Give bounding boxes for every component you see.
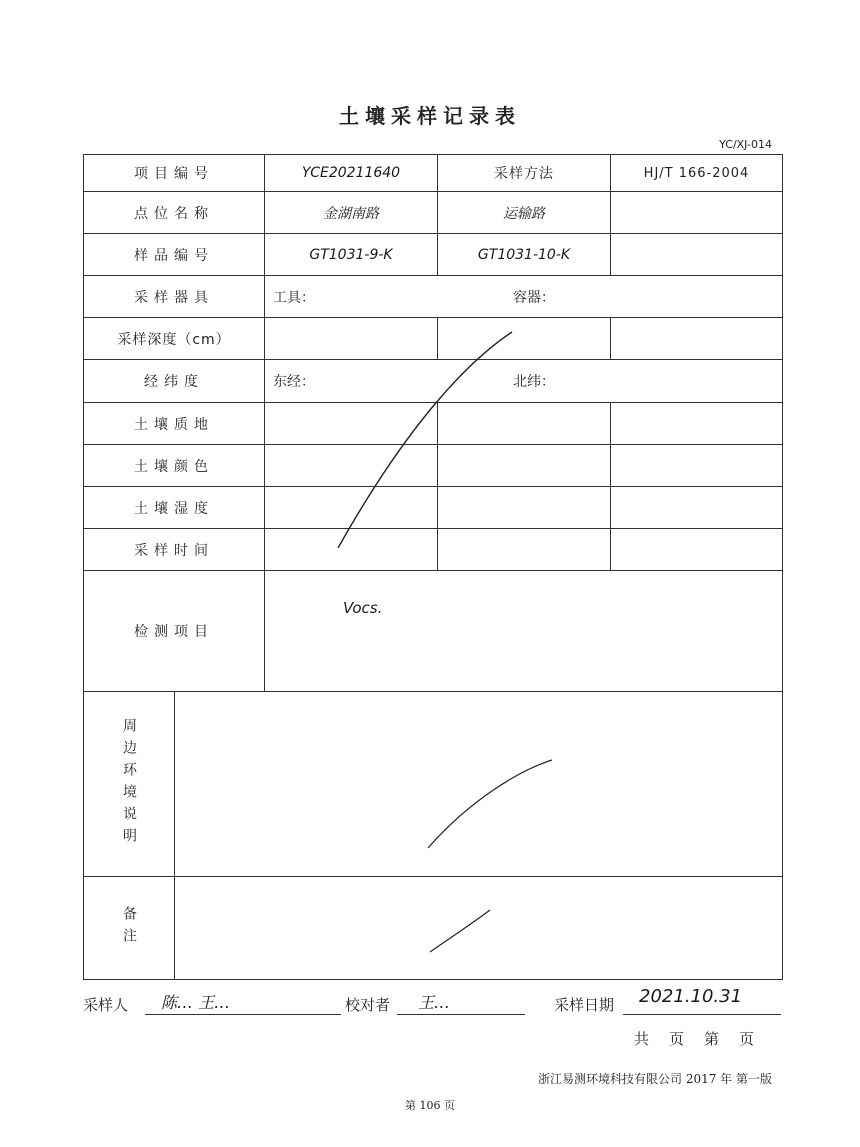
depth-1[interactable]	[265, 318, 438, 360]
test-items-value: Vocs.	[343, 599, 383, 617]
north-sublabel: 北纬：	[513, 374, 555, 390]
sample-no-2[interactable]: GT1031-10-K	[438, 234, 611, 276]
tool-label: 采样器具	[84, 276, 265, 318]
page-number: 第 106 页	[405, 1099, 455, 1112]
sample-no-label: 样品编号	[84, 234, 265, 276]
depth-2[interactable]	[438, 318, 611, 360]
method-value: HJ/T 166-2004	[611, 155, 783, 192]
row-remark	[84, 877, 783, 980]
checker-signature[interactable]: 王…	[418, 993, 451, 1012]
date-value[interactable]: 2021.10.31	[639, 986, 743, 1007]
depth-label: 采样深度（cm）	[84, 318, 265, 360]
sampler-label: 采样人	[83, 996, 129, 1014]
humidity-2[interactable]	[438, 487, 611, 529]
remark-label-cell	[84, 877, 175, 980]
point-name-empty[interactable]	[611, 192, 783, 234]
row-texture	[84, 403, 783, 445]
remark-value[interactable]	[175, 877, 783, 980]
checker-label: 校对者	[345, 996, 391, 1014]
point-name-1[interactable]: 金湖南路	[265, 192, 438, 234]
humidity-1[interactable]	[265, 487, 438, 529]
project-no-label: 项目编号	[84, 155, 265, 192]
env-label: 周边环境说明	[121, 718, 137, 850]
color-2[interactable]	[438, 445, 611, 487]
signature-footer	[83, 986, 782, 1016]
humidity-3[interactable]	[611, 487, 783, 529]
row-project-no	[84, 155, 783, 192]
remark-label: 备注	[121, 906, 137, 950]
form-title: 土壤采样记录表	[339, 104, 521, 128]
form-code: YC/XJ-014	[719, 138, 772, 151]
east-sublabel: 东经：	[273, 374, 315, 390]
row-coordinates	[84, 360, 783, 403]
depth-3[interactable]	[611, 318, 783, 360]
color-3[interactable]	[611, 445, 783, 487]
time-1[interactable]	[265, 529, 438, 571]
time-3[interactable]	[611, 529, 783, 571]
texture-3[interactable]	[611, 403, 783, 445]
env-value[interactable]	[175, 692, 783, 877]
test-label: 检测项目	[84, 571, 265, 692]
color-1[interactable]	[265, 445, 438, 487]
row-tool	[84, 276, 783, 318]
humidity-label: 土壤湿度	[84, 487, 265, 529]
sample-no-empty[interactable]	[611, 234, 783, 276]
texture-1[interactable]	[265, 403, 438, 445]
env-label-cell	[84, 692, 175, 877]
sample-no-1[interactable]: GT1031-9-K	[265, 234, 438, 276]
tool-sublabel: 工具：	[273, 289, 315, 306]
point-name-2[interactable]: 运输路	[438, 192, 611, 234]
row-environment	[84, 692, 783, 877]
row-time	[84, 529, 783, 571]
time-label: 采样时间	[84, 529, 265, 571]
sampling-record-table	[83, 154, 783, 980]
row-depth	[84, 318, 783, 360]
texture-2[interactable]	[438, 403, 611, 445]
point-name-label: 点位名称	[84, 192, 265, 234]
row-color	[84, 445, 783, 487]
coord-cell[interactable]	[265, 360, 783, 403]
row-humidity	[84, 487, 783, 529]
checker-line	[397, 996, 525, 1015]
row-point-name	[84, 192, 783, 234]
row-sample-no	[84, 234, 783, 276]
color-label: 土壤颜色	[84, 445, 265, 487]
row-test-items	[84, 571, 783, 692]
page-count-text: 共页第页	[633, 1030, 774, 1048]
time-2[interactable]	[438, 529, 611, 571]
container-sublabel: 容器：	[513, 289, 555, 306]
sampler-signature[interactable]: 陈… 王…	[161, 993, 231, 1012]
project-no-value[interactable]: YCE20211640	[265, 155, 438, 192]
company-info: 浙江易测环境科技有限公司 2017 年 第一版	[538, 1072, 772, 1086]
test-items-cell[interactable]	[265, 571, 783, 692]
method-label: 采样方法	[438, 155, 611, 192]
coord-label: 经纬度	[84, 360, 265, 403]
date-label: 采样日期	[554, 996, 615, 1014]
texture-label: 土壤质地	[84, 403, 265, 445]
tool-container-cell[interactable]	[265, 276, 783, 318]
